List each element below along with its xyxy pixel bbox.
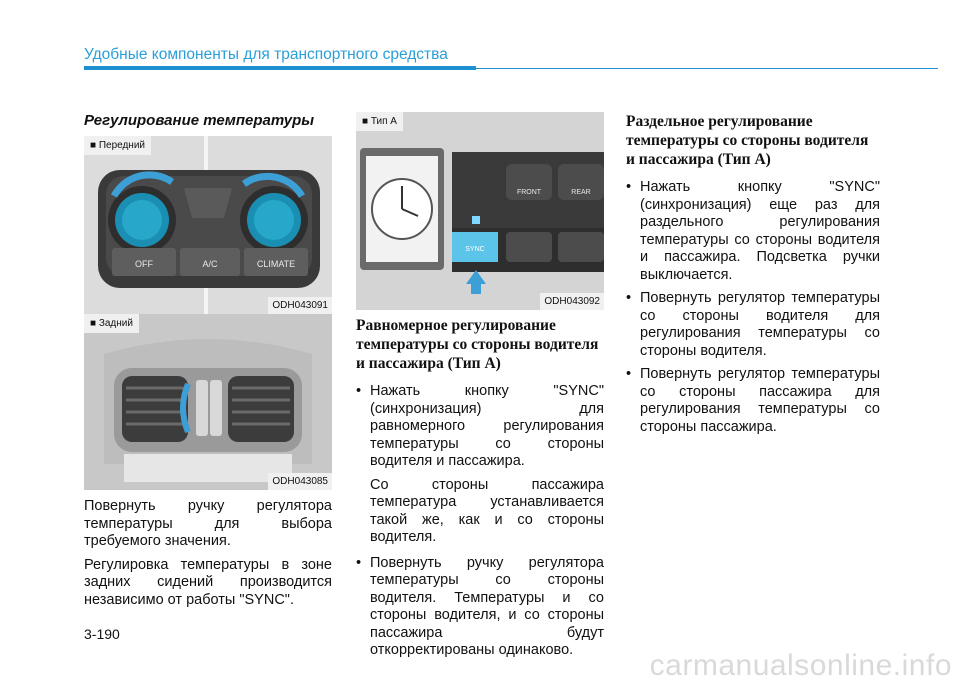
sync-button-label: SYNC [465,246,485,253]
list-item: • Повернуть регулятор температуры со стороны водителя для регулирования температуры со стороны водителя. [626,290,880,359]
watermark: carmanualsonline.info [649,649,952,682]
type-a-figure-label: ■ Тип A [356,112,403,131]
front-climate-illustration [84,136,332,314]
list-item: • Нажать кнопку "SYNC" (синхронизация) еще раз для раздельного регулирования температуры со стороны водителя и пассажира. Подсветка ручки выключается. [626,179,880,283]
paragraph: Регулировка температуры в зоне задних сидений производится независимо от работы "SYNC". [84,556,332,608]
type-a-figure-code: ODH043092 [540,293,604,310]
header-bar [84,66,476,70]
type-a-figure [356,112,604,310]
front-button-label: FRONT [516,189,542,196]
off-button-label: OFF [135,259,153,269]
subsection-title: Равномерное регулирование температуры со стороны водителя и пассажира (Тип A) [356,317,599,372]
list-item: • Повернуть ручку регулятора температуры со стороны водителя. Температуры и со стороны водителя, и со стороны пассажира будут откорректированы одинаково. [356,554,604,658]
list-item: • Повернуть регулятор температуры со стороны пассажира для регулирования температуры со стороны пассажира. [626,366,880,435]
page-number: 3-190 [84,626,120,642]
rear-climate-figure [84,314,332,490]
rear-figure-label: ■ Задний [84,314,139,333]
bullet-list [356,383,604,660]
list-item-note: Со стороны пассажира температура устанавливается такой же, как и со стороны водителя. [370,476,604,545]
page-title: Регулирование температуры [84,112,315,129]
column-2-text [356,316,604,666]
column-1-text [84,498,332,609]
rear-figure-code: ODH043085 [268,473,332,490]
bullet-list [626,179,880,436]
list-item: • Нажать кнопку "SYNC" (синхронизация) для равномерного регулирования температуры со стороны водителя и пассажира. Со стороны пассажира температура устанавливается такой же, как и со стороны водителя. [356,383,604,545]
front-figure-label: ■ Передний [84,136,151,155]
rear-vent-illustration [84,314,332,490]
subsection-title: Раздельное регулирование температуры со стороны водителя и пассажира (Тип A) [626,113,869,168]
front-climate-figure [84,136,332,314]
ac-button-label: A/C [202,259,218,269]
rear-button-label: REAR [571,189,591,196]
section-header: Удобные компоненты для транспортного средства [84,46,448,63]
paragraph: Повернуть ручку регулятора температуры для выбора требуемого значения. [84,498,332,549]
front-figure-code: ODH043091 [268,297,332,314]
sync-panel-illustration [356,112,604,310]
column-3-text [626,112,880,442]
climate-button-label: CLIMATE [256,259,296,269]
header-rule [476,68,938,69]
